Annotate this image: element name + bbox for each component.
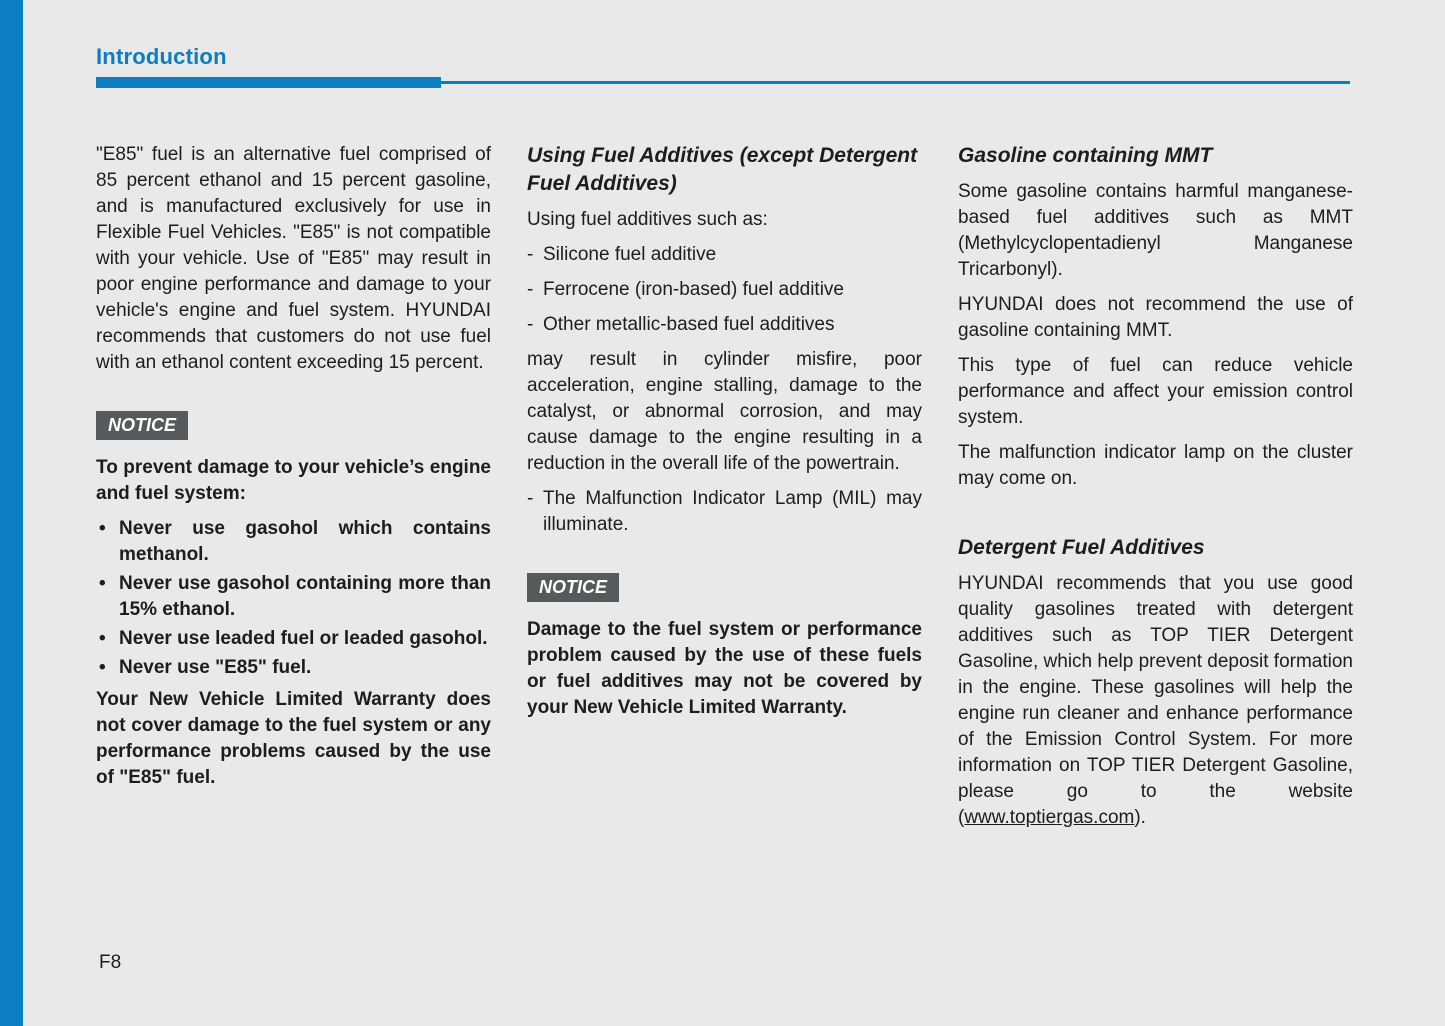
header-rule xyxy=(96,77,1350,88)
detergent-heading: Detergent Fuel Additives xyxy=(958,536,1205,559)
notice-badge: NOTICE xyxy=(96,411,188,440)
fuel-additives-lead: Using fuel additives such as: xyxy=(527,209,768,230)
column-mmt-detergent xyxy=(958,142,1353,840)
bullet-list xyxy=(96,516,491,681)
bullet-item: • Never use leaded fuel or leaded gasohol. xyxy=(96,626,491,652)
toptiergas-link[interactable]: www.toptiergas.com xyxy=(964,807,1135,828)
additives-result-paragraph: may result in cylinder misfire, poor acceleration, engine stalling, damage to the catalyst, or abnormal corrosion, and may cause damage to the engine resulting in a reduction in the overall life of the powertrain. xyxy=(527,349,922,474)
paragraph-text: HYUNDAI recommends that you use good quality gasolines treated with detergent additives such as TOP TIER Detergent Gasoline, which help prevent deposit formation in the engine. These gasolines will help the engine run cleaner and enhance performance of the Emission Control System. For more information on TOP TIER Detergent Gasoline, please go to the website ( xyxy=(958,573,1354,828)
page-number: F8 xyxy=(99,952,122,973)
header-rule-thick xyxy=(96,77,441,88)
section-title: Introduction xyxy=(96,44,227,69)
paragraph-text: ). xyxy=(1134,807,1146,828)
bullet-item: • Never use gasohol containing more than 15% ethanol. xyxy=(96,571,491,623)
fuel-additives-heading: Using Fuel Additives (except Detergent Fuel Additives) xyxy=(527,144,918,195)
dash-item: - Ferrocene (iron-based) fuel additive xyxy=(527,277,922,303)
paragraph: This type of fuel can reduce vehicle performance and affect your emission control system. xyxy=(958,355,1353,428)
dash-item: - Silicone fuel additive xyxy=(527,242,922,268)
paragraph: Some gasoline contains harmful manganese-based fuel additives such as MMT (Methylcyclopentadienyl Manganese Tricarbonyl). xyxy=(958,181,1353,280)
paragraph: HYUNDAI does not recommend the use of gasoline containing MMT. xyxy=(958,294,1353,341)
content-columns xyxy=(96,142,1354,840)
column-e85-fuel xyxy=(96,142,491,840)
page-header xyxy=(96,44,1350,88)
notice-body-paragraph: Damage to the fuel system or performance problem caused by the use of these fuels or fuel additives may not be covered by your New Vehicle Limited Warranty. xyxy=(527,619,922,718)
e85-intro-paragraph: "E85" fuel is an alternative fuel comprised of 85 percent ethanol and 15 percent gasoline, and is manufactured exclusively for use in Flexible Fuel Vehicles. "E85" is not compatible with your vehicle. Use of "E85" may result in poor engine performance and damage to your vehicle's engine and fuel system. HYUNDAI recommends that customers do not use fuel with an ethanol content exceeding 15 percent. xyxy=(96,144,491,373)
paragraph: The malfunction indicator lamp on the cluster may come on. xyxy=(958,442,1353,489)
header-rule-thin xyxy=(441,81,1350,84)
warranty-paragraph: Your New Vehicle Limited Warranty does not cover damage to the fuel system or any performance problems caused by the use of "E85" fuel. xyxy=(96,689,491,788)
dash-item-mil: - The Malfunction Indicator Lamp (MIL) may illuminate. xyxy=(527,486,922,538)
column-fuel-additives xyxy=(527,142,922,840)
page-accent-bar xyxy=(0,0,23,1026)
bullet-item: • Never use "E85" fuel. xyxy=(96,655,491,681)
mmt-heading: Gasoline containing MMT xyxy=(958,144,1213,167)
notice-lead-paragraph: To prevent damage to your vehicle’s engine and fuel system: xyxy=(96,457,491,504)
notice-badge: NOTICE xyxy=(527,573,619,602)
bullet-item: • Never use gasohol which contains methanol. xyxy=(96,516,491,568)
dash-item: - Other metallic-based fuel additives xyxy=(527,312,922,338)
detergent-paragraph xyxy=(958,571,1353,831)
